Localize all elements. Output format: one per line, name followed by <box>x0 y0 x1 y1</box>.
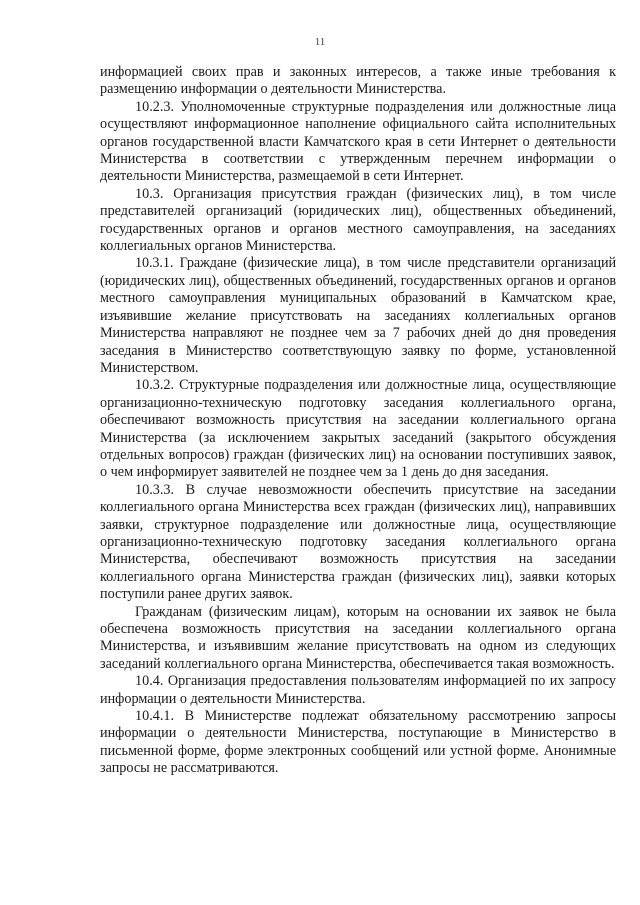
paragraph-10-4-1: 10.4.1. В Министерстве подлежат обязательному рассмотрению запросы информации о деятельности Министерства, поступающие в Министерство в письменной форме, форме электронных сообщений или устной форме. Анонимные запросы не рассматриваются. <box>100 708 616 777</box>
paragraph-10-2-3: 10.2.3. Уполномоченные структурные подразделения или должностные лица осуществляют информационное наполнение официального сайта исполнительных органов государственной власти Камчатского края в сети Интернет о деятельности Министерства в соответствии с утвержденным перечнем информации о деятельности Министерства, размещаемой в сети Интернет. <box>100 98 616 185</box>
paragraph-10-3-1: 10.3.1. Граждане (физические лица), в том числе представители организаций (юридических лиц), общественных объединений, государственных органов и органов местного самоуправления муниципальных образований в Камчатском крае, изъявившие желание присутствовать на заседаниях коллегиальных органов Министерства направляют не позднее чем за 7 рабочих дней до дня проведения заседания в Министерство соответствующую заявку по форме, установленной Министерством. <box>100 255 616 376</box>
document-body <box>100 64 616 778</box>
paragraph-continuation: информацией своих прав и законных интересов, а также иные требования к размещению информации о деятельности Министерства. <box>100 64 616 98</box>
paragraph-citizens: Гражданам (физическим лицам), которым на основании их заявок не была обеспечена возможность присутствия на заседании коллегиального органа Министерства, и изъявившим желание присутствовать на одном из следующих заседаний коллегиального органа Министерства, обеспечивается такая возможность. <box>100 603 616 672</box>
paragraph-10-3-3: 10.3.3. В случае невозможности обеспечить присутствие на заседании коллегиального органа Министерства всех граждан (физических лиц), направивших заявки, структурное подразделение или должностные лица, осуществляющие организационно-техническую подготовку заседания коллегиального органа Министерства, обеспечивают возможность присутствия на заседании коллегиального органа Министерства граждан (физических лиц), заявки которых поступили ранее других заявок. <box>100 481 616 603</box>
paragraph-10-3: 10.3. Организация присутствия граждан (физических лиц), в том числе представителей организаций (юридических лиц), общественных объединений, государственных органов и органов местного самоуправления, на заседаниях коллегиальных органов Министерства. <box>100 185 616 255</box>
page-number: 11 <box>314 36 326 48</box>
paragraph-10-4: 10.4. Организация предоставления пользователям информацией по их запросу информации о деятельности Министерства. <box>100 673 616 707</box>
paragraph-10-3-2: 10.3.2. Структурные подразделения или должностные лица, осуществляющие организационно-техническую подготовку заседания коллегиального органа, обеспечивают возможность присутствия на заседании коллегиального органа Министерства (за исключением закрытых заседаний (закрытого обсуждения отдельных вопросов) граждан (физических лиц) на основании поступивших заявок, о чем информирует заявителей не позднее чем за 1 день до дня заседания. <box>100 377 616 481</box>
